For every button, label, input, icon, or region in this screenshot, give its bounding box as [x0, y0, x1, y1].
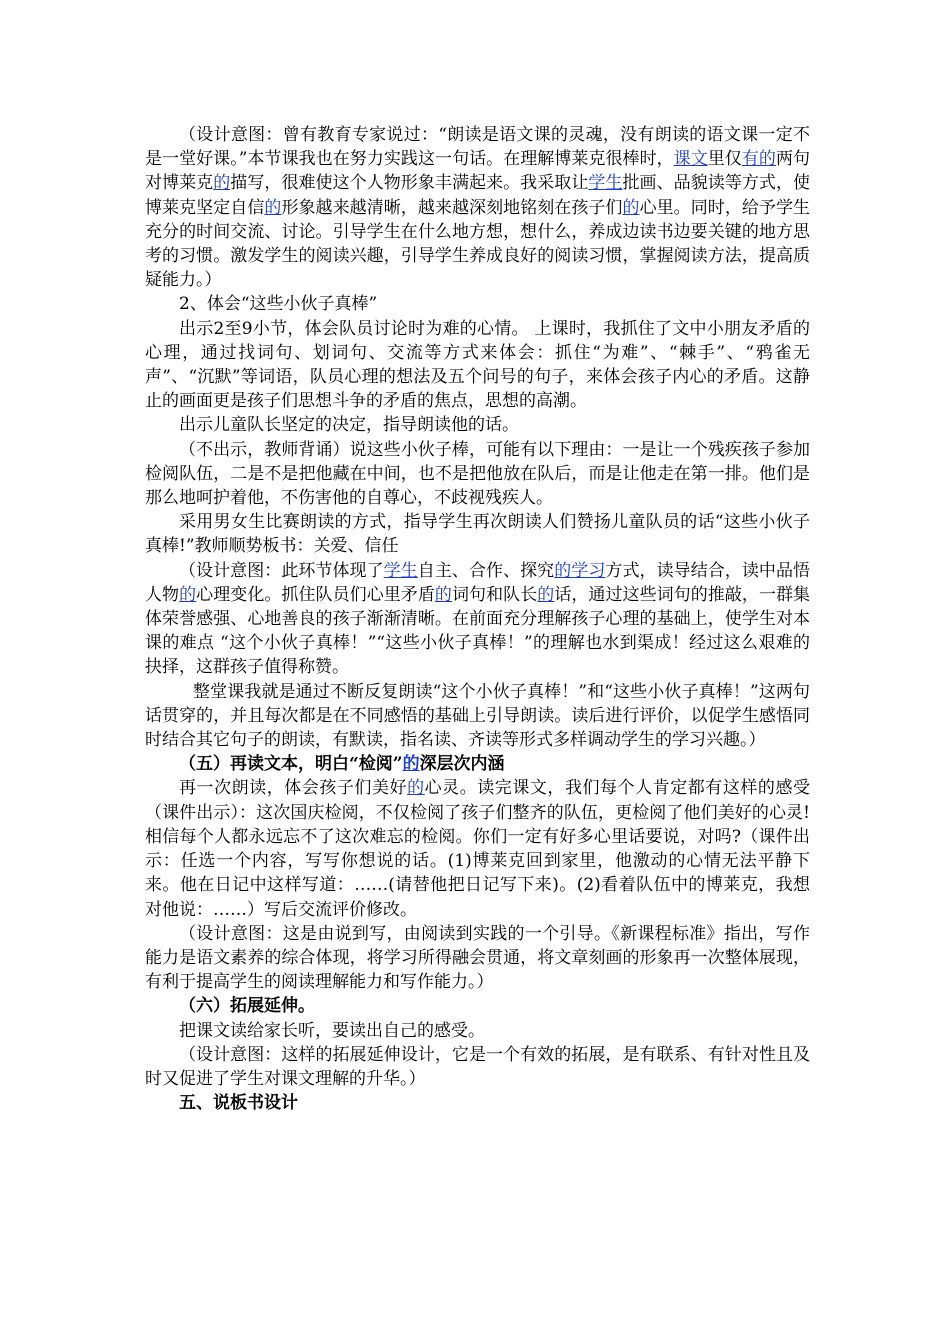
paragraph	[145, 510, 810, 558]
text-run: （设计意图：这是由说到写，由阅读到实践的一个引导。《新课程标准》指出，写作能力是语文素养的综合体现，将学习所得融会贯通，将文章刻画的形象再一次整体展现，有利于提高学生的阅读理解能力和写作能力。）	[145, 923, 810, 993]
text-run: 再一次朗读，体会孩子们美好	[179, 778, 408, 799]
text-run: 心理变化。抓住队员们心里矛盾	[196, 584, 435, 605]
hyperlink-text[interactable]: 课文	[673, 149, 708, 170]
text-run: 里仅	[707, 149, 742, 170]
text-run: （不出示，教师背诵）说这些小伙子棒，可能有以下理由：一是让一个残疾孩子参加检阅队伍，二是不是把他藏在中间，也不是把他放在队后，而是让他走在第一排。他们是那么地呵护着他，不伤害他的自尊心，不歧视残疾人。	[145, 439, 810, 509]
text-run: 整堂课我就是通过不断反复朗读“这个小伙子真棒！”和“这些小伙子真棒！”这两句话贯穿的，并且每次都是在不同感悟的基础上引导朗读。读后进行评价，以促学生感悟同时结合其它句子的朗读，有默读，指名读、齐读等形式多样调动学生的学习兴趣。）	[145, 681, 810, 751]
hyperlink-text[interactable]: 的	[213, 173, 231, 194]
text-run: 心灵。读完课文，我们每个人肯定都有这样的感受（课件出示）：这次国庆检阅，不仅检阅了孩子们整齐的队伍，更检阅了他们美好的心灵!相信每个人都永远忘不了这次难忘的检阅。你们一定有好多心里话要说，对吗?（课件出示：任选一个内容，写写你想说的话。(1)博莱克回到家里，他激动的心情无法平静下来。他在日记中这样写道：……(请替他把日记写下来)。(2)看着队伍中的博莱克，我想对他说：……）写后交流评价修改。	[145, 778, 811, 920]
paragraph	[145, 680, 810, 753]
hyperlink-text[interactable]: 的学习	[554, 560, 606, 581]
hyperlink-text[interactable]: 的	[622, 197, 640, 218]
text-run: 出示2至9小节，体会队员讨论时为难的心情。 上课时，我抓住了文中小朋友矛盾的心理，通过找词句、划词句、交流等方式来体会：抓住“为难”、“棘手”、“鸦雀无声”、“沉默”等词语，队员心理的想法及五个问号的句子，来体会孩子内心的矛盾。这静止的画面更是孩子们思想斗争的矛盾的焦点，思想的高潮。	[145, 318, 810, 412]
text-run: 词句和队长	[451, 584, 538, 605]
text-run: 描写，很难使这个人物形象丰满起来。我采取让	[230, 173, 589, 194]
paragraph	[145, 413, 810, 437]
text-run: （设计意图：此环节体现了	[179, 560, 384, 581]
text-run: 形象越来越清晰，越来越深刻地铭刻在孩子们	[281, 197, 623, 218]
hyperlink-text[interactable]: 学生	[588, 173, 623, 194]
hyperlink-text[interactable]: 有的	[741, 149, 776, 170]
text-run: 话，通过这些词句的推敲，一群集体荣誉感强、心地善良的孩子渐渐清晰。在前面充分理解孩子心理的基础上，使学生对本课的难点 “这个小伙子真棒！”“这些小伙子真棒！”的理解也水到渠成！经过这么艰难的抉择，这群孩子值得称赞。	[145, 584, 811, 678]
paragraph	[145, 123, 810, 292]
paragraph	[145, 1019, 810, 1043]
paragraph	[145, 776, 810, 921]
hyperlink-text[interactable]: 的	[402, 754, 420, 775]
paragraph	[145, 292, 810, 316]
hyperlink-text[interactable]: 的	[264, 197, 282, 218]
text-run: 出示儿童队长坚定的决定，指导朗读他的话。	[179, 415, 519, 436]
text-run: （六）拓展延伸。	[179, 996, 315, 1017]
text-run: 采用男女生比赛朗读的方式，指导学生再次朗读人们赞扬儿童队员的话“这些小伙子真棒!”教师顺势板书：关爱、信任	[145, 512, 810, 557]
text-run: 2、体会“这些小伙子真棒”	[179, 294, 378, 315]
text-run: 把课文读给家长听，要读出自己的感受。	[179, 1020, 485, 1041]
paragraph	[145, 1043, 810, 1091]
text-run: 深层次内涵	[419, 754, 505, 775]
hyperlink-text[interactable]: 的	[434, 584, 452, 605]
hyperlink-text[interactable]: 学生	[383, 560, 418, 581]
text-run: 自主、合作、探究	[417, 560, 555, 581]
text-run: （设计意图：曾有教育专家说过：“朗读是语文课的灵魂，没有朗读的语文课一定不是一堂好课。”本节课我也在努力实践这一句话。在理解博莱克很棒时，	[145, 125, 810, 170]
text-run: 五、说板书设计	[179, 1093, 298, 1114]
hyperlink-text[interactable]: 的	[407, 778, 425, 799]
text-run: （设计意图：这样的拓展延伸设计，它是一个有效的拓展，是有联系、有针对性且及时又促进了学生对课文理解的升华。）	[145, 1044, 810, 1089]
section-heading	[145, 1091, 810, 1115]
paragraph	[145, 317, 810, 414]
text-run: 批画、品貌读等方式，使博莱克坚定自信	[145, 173, 811, 218]
text-run: （五）再读文本，明白“检阅”	[179, 754, 403, 775]
section-heading	[145, 994, 810, 1018]
paragraph	[145, 438, 810, 511]
text-run: 两句对博莱克	[145, 149, 810, 194]
hyperlink-text[interactable]: 的	[537, 584, 555, 605]
document-body	[145, 123, 810, 1115]
paragraph	[145, 559, 810, 680]
text-run: 心里。同时，给予学生充分的时间交流、讨论。引导学生在什么地方想，想什么，养成边读书边要关键的地方思考的习惯。激发学生的阅读兴趣，引导学生养成良好的阅读习惯，掌握阅读方法，提高质疑能力。）	[145, 197, 811, 291]
text-run: 方式，读导结合，读中品悟人物	[145, 560, 811, 605]
section-heading	[145, 752, 810, 776]
hyperlink-text[interactable]: 的	[179, 584, 197, 605]
paragraph	[145, 922, 810, 995]
